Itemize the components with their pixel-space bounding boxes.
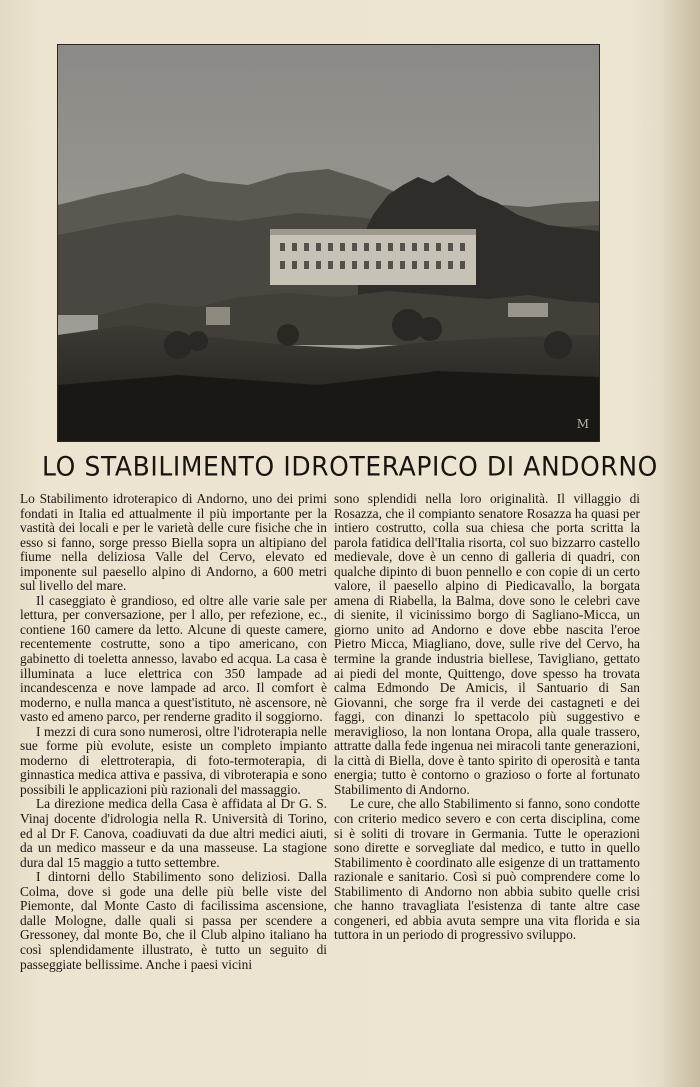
article-title: LO STABILIMENTO IDROTERAPICO DI ANDORNO bbox=[42, 451, 658, 482]
paragraph-villages: sono splendidi nella loro originalità. Il villaggio di Rosazza, che il compianto senatore Rosazza ha quasi per intiero costrutto, colla sua chiesa che porta scritta la parola fatidica dell'Italia risorta, col suo bizzarro castello medievale, dove è un cenno di galleria di quadri, con qualche dipinto di buon pennello e con copie di un certo valore, il paesello alpino di Piedicavallo, la borgata amena di Riabella, la Balma, dove sono le celebri cave di sienite, il vicinissimo borgo di Sagliano-Micca, un giorno unito ad Andorno e dove ebbe nascita l'eroe Pietro Micca, Miagliano, dove, sulle rive del Cervo, ha termine la grande industria biellese, Tavigliano, gettato ai piedi del monte, Quittengo, dove spesso ha trovata calma Edmondo De Amicis, il Santuario di San Giovanni, che sorge fra il verde dei castagneti e dei faggi, con dinanzi lo spettacolo più suggestivo e meraviglioso, la non lontana Oropa, alla quale trassero, attratte dalla fede ingenua nei miracoli tante generazioni, la città di Biella, dove è tanto spirito di operosità e tanta energia; tutto è contorno o grazioso o forte al fortunato Stabilimento di Andorno. bbox=[334, 491, 640, 797]
spa-photograph bbox=[57, 44, 600, 442]
paragraph-building: Il caseggiato è grandioso, ed oltre alle varie sale per lettura, per conversazione, per l allo, per refezione, ec., contiene 160 camere da letto. Alcune di queste camere, recentemente costrutte, sono a tipo americano, con gabinetto di toeletta annesso, lavabo ed acqua. La casa è illuminata a luce elettrica con 350 lampade ad incandescenza e nove lampade ad arco. Il comfort è moderno, e nulla manca a quest'istituto, nè ascensore, nè vasto ed ameno parco, per renderne gradito il soggiorno. bbox=[20, 592, 327, 725]
page-edge-shadow bbox=[662, 0, 700, 1087]
text-column-right bbox=[334, 492, 640, 943]
paragraph-surroundings: I dintorni dello Stabilimento sono deliziosi. Dalla Colma, dove si gode una delle più belle viste del Piemonte, dal Monte Casto di facilissima ascensione, dalle Mologne, dalle quali si passa per scendere a Gressoney, dal monte Bo, che il Club alpino italiano ha così splendidamente illustrato, è tutto un seguito di passeggiate bellissime. Anche i paesi vicini bbox=[20, 869, 327, 972]
paragraph-cures: Le cure, che allo Stabilimento si fanno, sono condotte con criterio medico severo e con certa disciplina, come si è soliti di trovare in Germania. Tutte le operazioni sono dirette e sorvegliate dal medico, e tutto in quello Stabilimento è coordinato alle esigenze di un trattamento razionale e sanitario. Così si può comprendere come lo Stabilimento di Andorno non abbia subito quelle crisi che hanno travagliata l'esistenza di tante altre case congeneri, ed abbia avuta sempre una vita florida e sia tuttora in un periodo di progressivo sviluppo. bbox=[334, 796, 640, 943]
photographer-monogram: M bbox=[576, 417, 589, 431]
paragraph-medical-direction: La direzione medica della Casa è affidata al Dr G. S. Vinaj docente d'idrologia nella R. Università di Torino, ed al Dr F. Canova, coadiuvati da due altri medici aiuti, da un medico masseur e da una masseuse. La stagione dura dal 15 maggio a tutto settembre. bbox=[20, 796, 327, 870]
landscape-illustration bbox=[58, 45, 599, 441]
text-column-left bbox=[20, 492, 327, 972]
paragraph-treatments: I mezzi di cura sono numerosi, oltre l'idroterapia nelle sue forme più evolute, esiste un completo impianto moderno di elettroterapia, di foto-termoterapia, di ginnastica medica attiva e passiva, di vibroterapia e sono possibili le applicazioni più razionali del massaggio. bbox=[20, 723, 327, 797]
paragraph-intro: Lo Stabilimento idroterapico di Andorno, uno dei primi fondati in Italia ed attualmente il più importante per la vastità dei locali e per le varietà delle cure fisiche che in esso si fanno, sorge presso Biella sopra un altipiano del fiume nella deliziosa Valle del Cervo, elevato ed imponente sul paesello alpino di Andorno, a 600 metri sul livello del mare. bbox=[20, 491, 327, 594]
